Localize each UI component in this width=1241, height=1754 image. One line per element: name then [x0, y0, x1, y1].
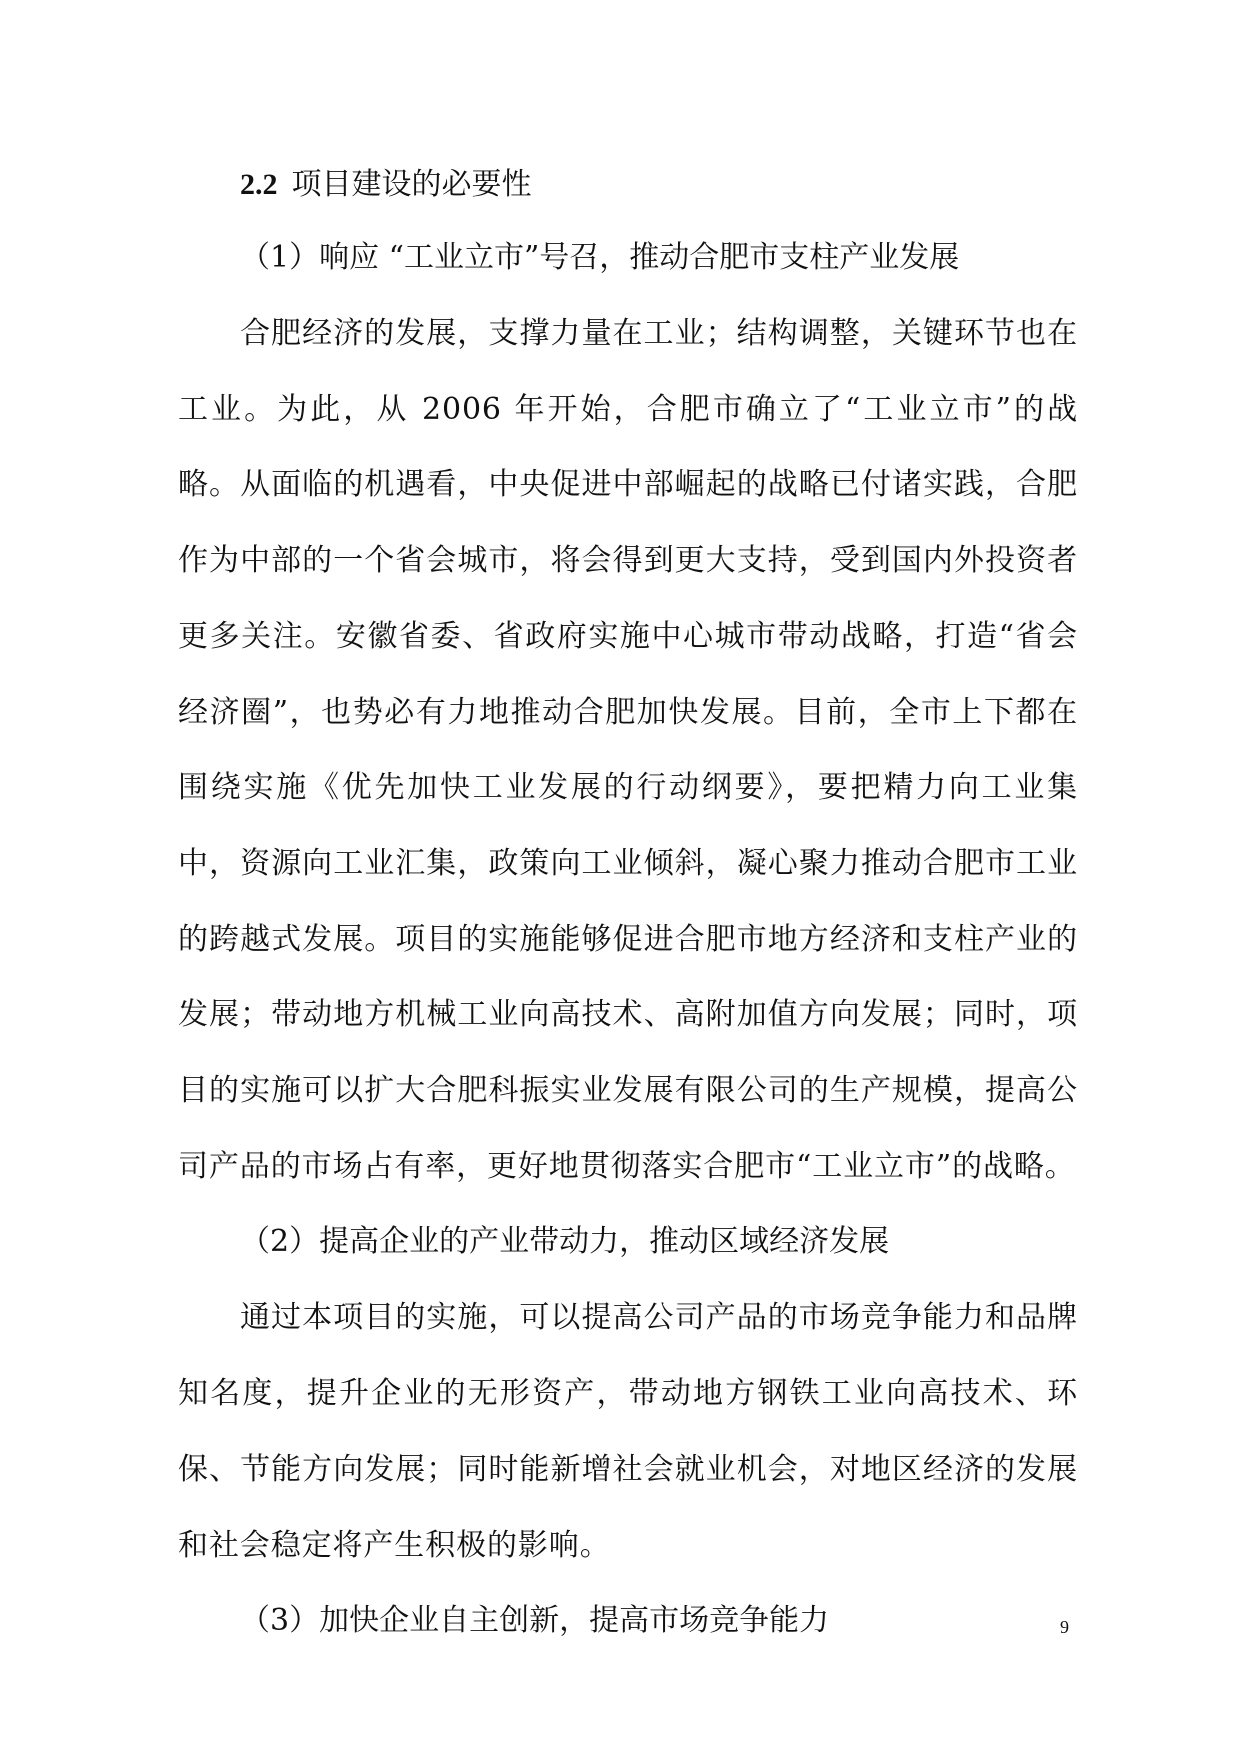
section-number: 2.2	[240, 168, 278, 201]
section-title: 项目建设的必要性	[291, 167, 532, 202]
subsection-1-paragraph: 合肥经济的发展，支撑力量在工业；结构调整，关键环节也在工业。为此，从 2006 年开始，合肥市确立了“工业立市”的战略。从面临的机遇看，中央促进中部崛起的战略已付诸实践，合肥作为中部的一个省会城市，将会得到更大支持，受到国内外投资者更多关注。安徽省委、省政府实施中心城市带动战略，打造“省会经济圈”，也势必有力地推动合肥加快发展。目前，全市上下都在围绕实施《优先加快工业发展的行动纲要》，要把精力向工业集中，资源向工业汇集，政策向工业倾斜，凝心聚力推动合肥市工业的跨越式发展。项目的实施能够促进合肥市地方经济和支柱产业的发展；带动地方机械工业向高技术、高附加值方向发展；同时，项目的实施可以扩大合肥科振实业发展有限公司的生产规模，提高公司产品的市场占有率，更好地贯彻落实合肥市“工业立市”的战略。	[178, 316, 1078, 1184]
page-number: 9	[1060, 1617, 1069, 1637]
subsection-2-heading: （2）提高企业的产业带动力，推动区域经济发展	[240, 1224, 890, 1260]
subsection-1-heading: （1）响应 “工业立市”号召，推动合肥市支柱产业发展	[240, 240, 960, 275]
subsection-3-heading: （3）加快企业自主创新，提高市场竞争能力	[240, 1603, 830, 1639]
subsection-2-paragraph: 通过本项目的实施，可以提高公司产品的市场竞争能力和品牌知名度，提升企业的无形资产，带动地方钢铁工业向高技术、环保、节能方向发展；同时能新增社会就业机会，对地区经济的发展和社会稳定将产生积极的影响。	[178, 1300, 1078, 1563]
document-body	[178, 150, 1078, 1659]
section-heading	[178, 150, 1078, 220]
